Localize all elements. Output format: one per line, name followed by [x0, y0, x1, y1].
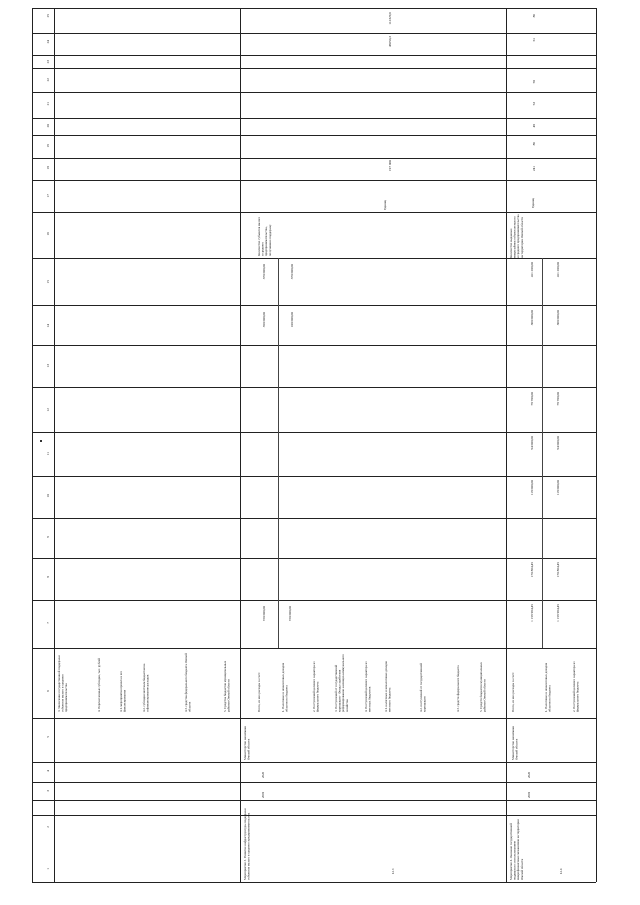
row3-total: 1 159 964,45	[530, 604, 534, 622]
row2-value24: 45650,3	[388, 36, 392, 48]
row-divider	[32, 882, 596, 883]
row3-item: 2. Поступлений целевого характера из федерального бюджета	[572, 661, 580, 712]
header-num: 8	[46, 576, 50, 578]
header-num: 10	[46, 494, 50, 498]
row3-col11b: 94 000,00	[556, 436, 560, 450]
row1-item: 4.3. средства федерального бюджета Омской области	[184, 653, 192, 712]
scan-mark	[40, 440, 42, 442]
header-num: 16	[46, 232, 50, 236]
header-num: 5	[46, 736, 50, 738]
row-divider	[32, 345, 596, 346]
row3-v25: 86	[532, 14, 536, 18]
row-divider	[32, 815, 596, 816]
row-divider	[32, 476, 596, 477]
row3-v22: 58	[532, 80, 536, 84]
row3-executor: Министерство экономики Омской области	[511, 726, 519, 760]
row2-col16: 350 000,00	[262, 312, 266, 328]
header-num: 15	[46, 280, 50, 284]
row2-item: 1. Налоговых и неналоговых доходов областного бюджета	[281, 662, 289, 712]
row3-col12: 78 700,00	[530, 392, 534, 406]
row3-col10: 118 000,00	[530, 480, 534, 496]
header-num: 24	[46, 40, 50, 44]
header-num: 1	[46, 868, 50, 870]
row2-item: 4.2. поступлений от государственной корпорации	[419, 663, 427, 712]
row2-code: 12.3	[391, 868, 395, 874]
row-divider	[32, 68, 596, 69]
row-divider	[32, 800, 596, 801]
header-num: 7	[46, 622, 50, 624]
row2-item: 5. Средств бюджетов муниципальных районов Омской области	[479, 662, 487, 712]
row2-item: 2. Поступлений целевого характера из федерального бюджета	[312, 661, 320, 712]
row3-v19: 86	[532, 142, 536, 146]
document-sheet	[22, 0, 596, 905]
row3-v20: 48	[532, 124, 536, 128]
row-divider	[32, 518, 596, 519]
row-divider	[32, 387, 596, 388]
row3-year-to: 2020	[527, 771, 531, 778]
row3-col10b: 118 000,00	[556, 480, 560, 496]
row-divider	[32, 33, 596, 34]
row-divider	[32, 432, 596, 433]
header-num: 11	[46, 452, 50, 456]
row2-item: 4.1. налоговых и неналоговых доходов местного бюджета	[384, 661, 392, 712]
header-num: 22	[46, 78, 50, 82]
row-divider	[32, 782, 596, 783]
header-num: 19	[46, 144, 50, 148]
row-divider	[32, 158, 596, 159]
header-num: 9	[46, 536, 50, 538]
row-divider	[32, 762, 596, 763]
row1-item: 4.2. субсидии местным бюджетам на софинансирование расходов	[142, 663, 150, 712]
col-divider	[32, 8, 33, 882]
col-divider	[54, 8, 55, 882]
row2-executor: Министерство экономики Омской области	[243, 726, 251, 760]
row3-col8: 170 864,45	[530, 562, 534, 578]
row2-col16b: 100 000,00	[290, 312, 294, 328]
row-divider	[32, 600, 596, 601]
sub-divider	[542, 258, 543, 648]
header-num: 25	[46, 14, 50, 18]
row-divider	[32, 92, 596, 93]
row3-v21: 53	[532, 102, 536, 106]
row-divider	[32, 180, 596, 181]
row2-value25: 112329,6	[388, 12, 392, 25]
row2-item: 3. Поступлений от государственной корпорации - Фонда содействия реформированию жилищно-коммунального хозяйства	[334, 654, 349, 712]
header-num: 21	[46, 102, 50, 106]
row3-col16: 360 000,00	[530, 310, 534, 326]
header-num: 2	[46, 826, 50, 828]
row2-col17b: 370 000,00	[290, 264, 294, 280]
row2-item: 4.3. средств федерального бюджета	[456, 665, 460, 712]
row-divider	[32, 118, 596, 119]
row-divider	[32, 135, 596, 136]
row-divider	[32, 258, 596, 259]
row3-item: 1. Налоговых и неналоговых доходов областного бюджета	[544, 662, 552, 712]
row1-item: 3. Увеличение государственной поддержки субъектов малого и среднего предпринимательства	[57, 655, 69, 712]
row3-code: 12.4	[559, 868, 563, 874]
row1-item: 5. Средства бюджетов муниципальных районов Омской области	[223, 660, 231, 712]
row2-total: 720 000,00	[262, 606, 266, 622]
col-divider	[596, 8, 597, 882]
row3-col17b: 411 200,00	[556, 262, 560, 278]
row2-year-from: 2019	[261, 791, 265, 798]
header-num: 23	[46, 60, 50, 64]
row2-indicator: Количество субъектов малого и среднего предпринимательства, получивших поддержку	[257, 216, 272, 256]
row3-col12b: 78 700,00	[556, 392, 560, 406]
row-divider	[32, 212, 596, 213]
row-divider	[32, 718, 596, 719]
col-divider	[240, 8, 241, 882]
row3-year-from: 2019	[527, 791, 531, 798]
row2-value18: 197 000	[388, 160, 392, 172]
row2-item: Всего, из них расходы за счет:	[257, 672, 261, 712]
row3-v18: 241	[532, 166, 536, 172]
row-divider	[32, 558, 596, 559]
row-divider	[32, 55, 596, 56]
row3-col17: 411 200,00	[530, 262, 534, 278]
row2-item: 4. Поступлений целевого характера из местных бюджетов	[364, 661, 372, 712]
header-num: 4	[46, 770, 50, 772]
header-num: 14	[46, 324, 50, 328]
col-divider	[506, 8, 507, 882]
row3-item: Всего, из них расходы за счет:	[511, 672, 515, 712]
row2-unit: Единиц	[383, 199, 387, 210]
row2-col17: 370 000,00	[262, 264, 266, 280]
row-divider	[32, 648, 596, 649]
row2-year-to: 2020	[261, 771, 265, 778]
row3-indicator: Количество выданных микрозаймов субъектам малого и среднего предпринимательства на территории Омской области	[509, 214, 524, 258]
row3-v24: 61	[532, 38, 536, 42]
header-num: 20	[46, 124, 50, 128]
row3-name: Мероприятие 4. Оказание государственной поддержки с использованием микрофинансовых механизмов на территории Омской области	[509, 819, 524, 880]
row1-item: 4.1. мероприятия проекта и его финансирования	[119, 670, 127, 712]
row3-unit: Единиц	[531, 197, 535, 208]
header-num: 6	[46, 690, 50, 692]
header-num: 3	[46, 790, 50, 792]
row-divider	[32, 8, 596, 9]
row3-total2: 1 159 964,45	[556, 604, 560, 622]
header-num: 12	[46, 408, 50, 412]
header-num: 13	[46, 364, 50, 368]
header-num: 17	[46, 194, 50, 198]
row2-name: Мероприятие 3. Развитие инфраструктуры поддержки субъектов малого и среднего предпринимательства	[243, 808, 251, 880]
row3-col8b: 170 864,45	[556, 562, 560, 578]
sub-divider	[278, 258, 279, 648]
row3-col11: 94 000,00	[530, 436, 534, 450]
row2-total2: 720 000,00	[288, 606, 292, 622]
row1-item: 4. Перечисленные субсидии, тыс. рублей	[97, 658, 101, 712]
row3-col16b: 360 000,00	[556, 310, 560, 326]
header-num: 18	[46, 166, 50, 170]
row-divider	[32, 305, 596, 306]
